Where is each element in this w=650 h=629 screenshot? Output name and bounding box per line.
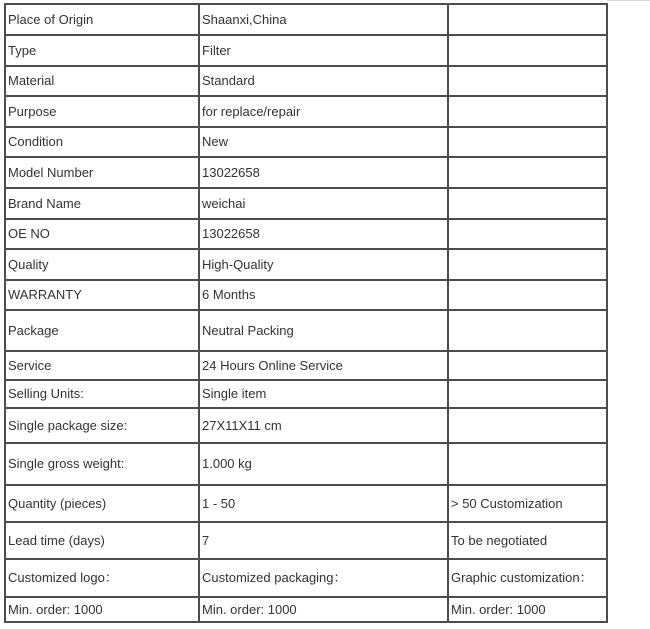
row-extra	[448, 4, 607, 35]
table-row	[5, 96, 607, 127]
row-extra: To be negotiated	[448, 522, 607, 559]
row-label: Brand Name	[5, 188, 199, 219]
table-row	[5, 351, 607, 380]
row-label: Model Number	[5, 157, 199, 188]
table-row	[5, 157, 607, 188]
table-row	[5, 310, 607, 351]
row-value: for replace/repair	[199, 96, 448, 127]
row-value: Shaanxi,China	[199, 4, 448, 35]
row-label: Quality	[5, 249, 199, 280]
row-extra	[448, 351, 607, 380]
row-value: Single item	[199, 380, 448, 408]
row-value: Standard	[199, 66, 448, 96]
table-row	[5, 408, 607, 443]
table-row	[5, 4, 607, 35]
table-row	[5, 249, 607, 280]
row-value: Neutral Packing	[199, 310, 448, 351]
row-extra	[448, 310, 607, 351]
row-extra	[448, 443, 607, 485]
row-extra	[448, 408, 607, 443]
table-row	[5, 443, 607, 485]
row-value: Filter	[199, 35, 448, 66]
row-label: WARRANTY	[5, 280, 199, 310]
row-label: Package	[5, 310, 199, 351]
row-value: 6 Months	[199, 280, 448, 310]
table-row	[5, 522, 607, 559]
row-label: Material	[5, 66, 199, 96]
table-row	[5, 559, 607, 597]
row-extra	[448, 249, 607, 280]
table-row	[5, 127, 607, 157]
table-row	[5, 219, 607, 249]
row-extra	[448, 127, 607, 157]
row-label: Place of Origin	[5, 4, 199, 35]
row-extra	[448, 96, 607, 127]
table-row	[5, 35, 607, 66]
row-value: High-Quality	[199, 249, 448, 280]
row-value: 13022658	[199, 157, 448, 188]
row-label: OE NO	[5, 219, 199, 249]
row-extra	[448, 219, 607, 249]
row-value: Customized packaging：	[199, 559, 448, 597]
row-value: 1 - 50	[199, 485, 448, 522]
row-label: Min. order: 1000	[5, 597, 199, 622]
row-value: 13022658	[199, 219, 448, 249]
row-value: New	[199, 127, 448, 157]
row-label: Condition	[5, 127, 199, 157]
table-row	[5, 188, 607, 219]
row-label: Single package size:	[5, 408, 199, 443]
row-extra: Graphic customization：	[448, 559, 607, 597]
row-value: 7	[199, 522, 448, 559]
row-extra	[448, 380, 607, 408]
table-row	[5, 66, 607, 96]
table-row	[5, 485, 607, 522]
row-label: Customized logo：	[5, 559, 199, 597]
row-extra: Min. order: 1000	[448, 597, 607, 622]
table-row	[5, 380, 607, 408]
row-value: 27X11X11 cm	[199, 408, 448, 443]
row-value: weichai	[199, 188, 448, 219]
row-label: Service	[5, 351, 199, 380]
top-divider-line	[607, 0, 650, 1]
row-extra: > 50 Customization	[448, 485, 607, 522]
table-row	[5, 280, 607, 310]
row-label: Lead time (days)	[5, 522, 199, 559]
row-label: Type	[5, 35, 199, 66]
row-extra	[448, 188, 607, 219]
product-spec-table	[4, 3, 608, 623]
row-value: Min. order: 1000	[199, 597, 448, 622]
row-label: Purpose	[5, 96, 199, 127]
row-extra	[448, 157, 607, 188]
table-row	[5, 597, 607, 622]
row-extra	[448, 66, 607, 96]
row-extra	[448, 280, 607, 310]
row-value: 1.000 kg	[199, 443, 448, 485]
row-label: Single gross weight:	[5, 443, 199, 485]
row-extra	[448, 35, 607, 66]
row-value: 24 Hours Online Service	[199, 351, 448, 380]
row-label: Selling Units:	[5, 380, 199, 408]
row-label: Quantity (pieces)	[5, 485, 199, 522]
